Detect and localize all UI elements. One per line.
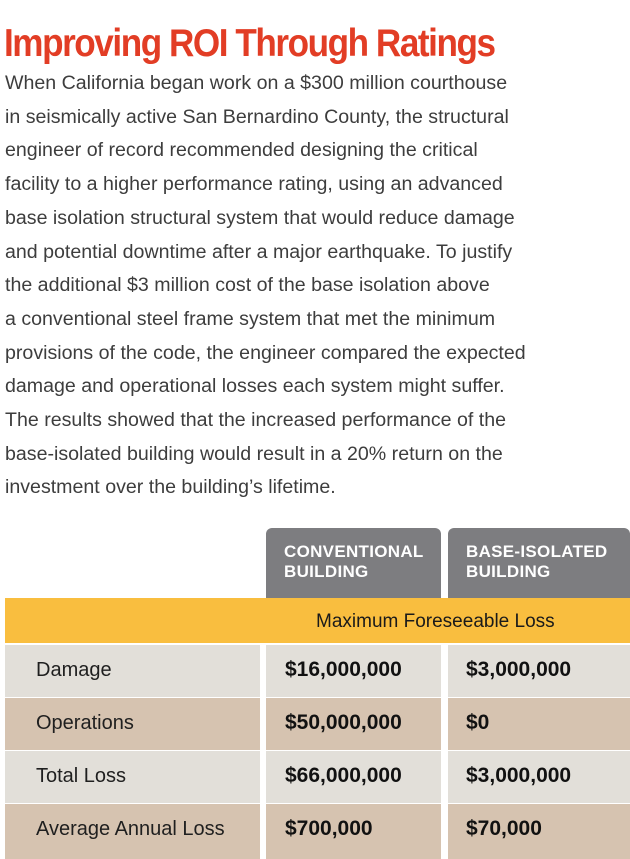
column-header-base-isolated	[448, 528, 630, 598]
body-line: a conventional steel frame system that met the minimum	[5, 307, 496, 330]
conventional-value: $50,000,000	[266, 698, 441, 750]
article-body	[5, 67, 625, 505]
table-row	[5, 804, 630, 859]
body-line: base-isolated building would result in a 20% return on the	[5, 442, 503, 465]
body-line: in seismically active San Bernardino County, the structural	[5, 105, 509, 128]
body-line: facility to a higher performance rating, using an advanced	[5, 173, 503, 196]
section-label: Maximum Foreseeable Loss	[316, 611, 555, 632]
conventional-value: $16,000,000	[266, 645, 441, 697]
column-header-conventional	[266, 528, 441, 598]
body-line: investment over the building’s lifetime.	[5, 476, 336, 499]
column-header-line: BUILDING	[284, 562, 369, 581]
body-line: and potential downtime after a major earthquake. To justify	[5, 240, 513, 263]
row-label: Damage	[5, 645, 260, 697]
column-header-line: BUILDING	[466, 562, 551, 581]
conventional-value: $700,000	[266, 804, 441, 859]
body-line: damage and operational losses each system might suffer.	[5, 375, 505, 398]
article-title: Improving ROI Through Ratings	[4, 22, 495, 65]
row-label: Operations	[5, 698, 260, 750]
body-line: provisions of the code, the engineer compared the expected	[5, 341, 526, 364]
body-line: engineer of record recommended designing the critical	[5, 139, 478, 162]
base-isolated-value: $0	[448, 698, 630, 750]
conventional-value: $66,000,000	[266, 751, 441, 803]
table-row	[5, 751, 630, 803]
body-line: base isolation structural system that would reduce damage	[5, 206, 515, 229]
base-isolated-value: $70,000	[448, 804, 630, 859]
row-label: Total Loss	[5, 751, 260, 803]
row-label: Average Annual Loss	[5, 804, 260, 859]
body-line: the additional $3 million cost of the base isolation above	[5, 274, 490, 297]
body-line: When California began work on a $300 million courthouse	[5, 72, 508, 94]
column-header-line: CONVENTIONAL	[284, 542, 424, 561]
base-isolated-value: $3,000,000	[448, 645, 630, 697]
base-isolated-value: $3,000,000	[448, 751, 630, 803]
body-line: The results showed that the increased performance of the	[5, 409, 507, 432]
table-row	[5, 645, 630, 697]
table-row	[5, 698, 630, 750]
column-header-line: BASE-ISOLATED	[466, 542, 608, 561]
